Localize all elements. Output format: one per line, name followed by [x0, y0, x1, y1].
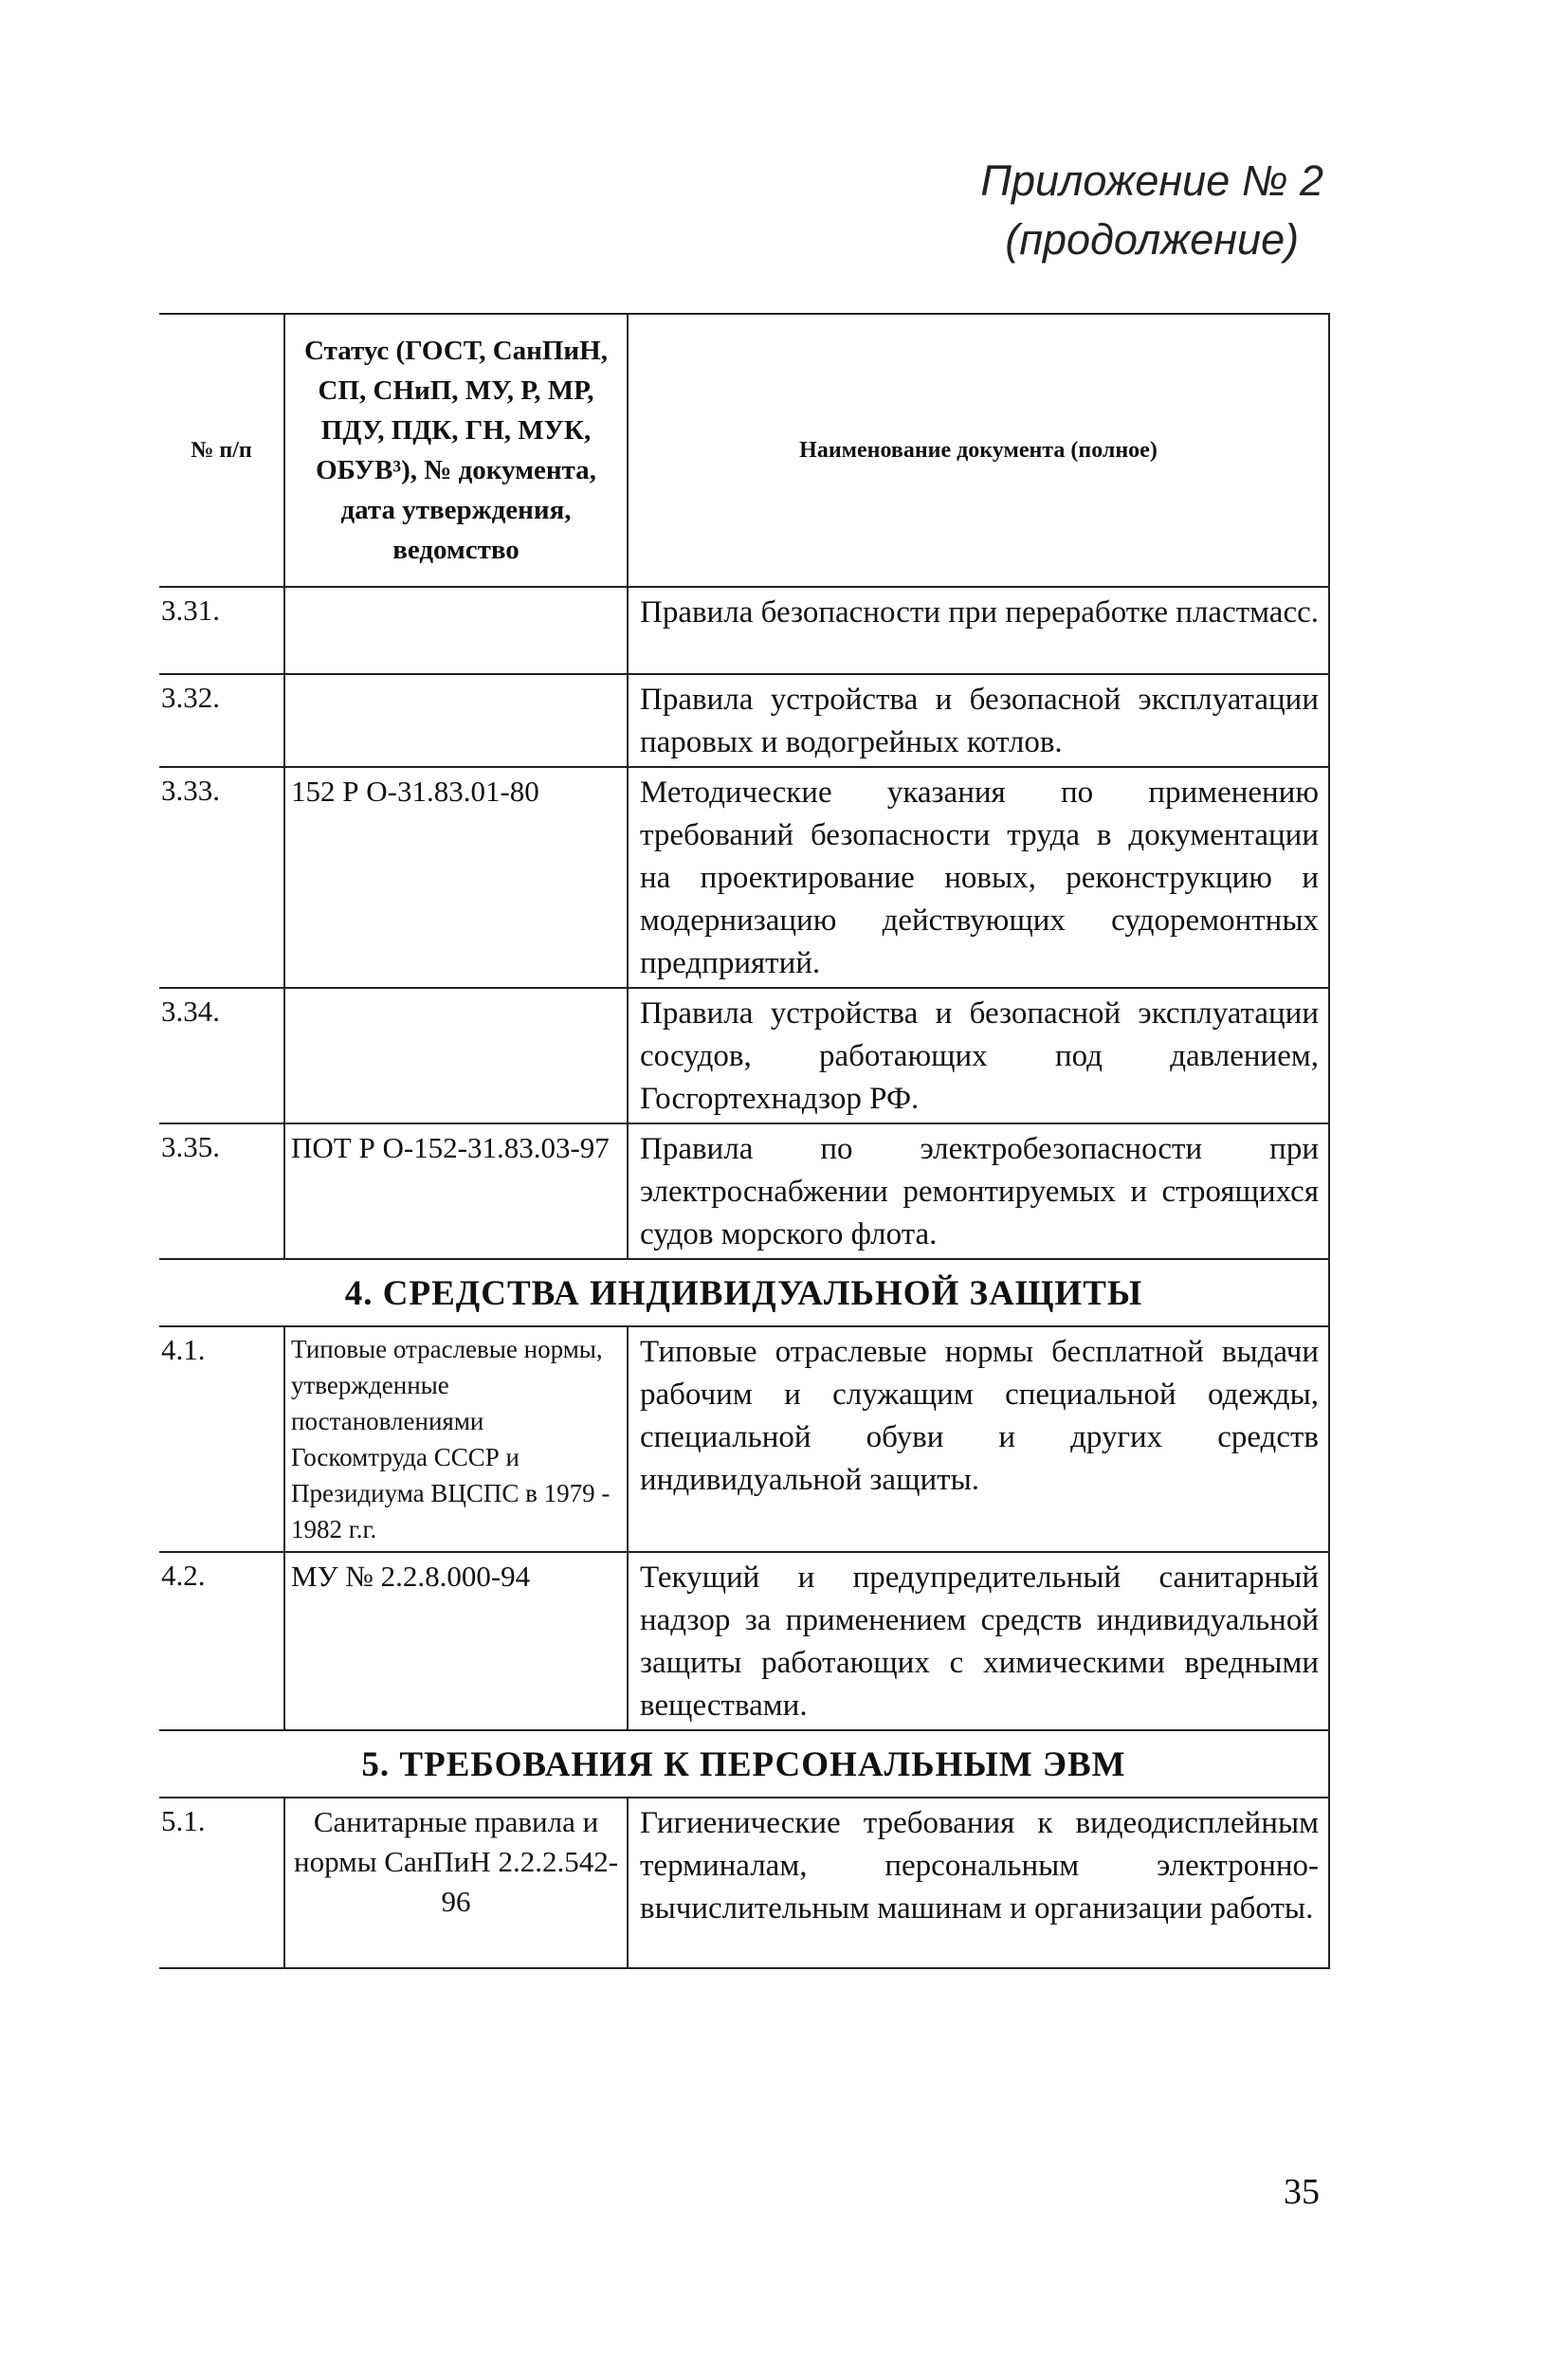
row-num: 3.34.	[159, 988, 284, 1123]
row-num: 3.35.	[159, 1123, 284, 1259]
row-num: 3.32.	[159, 674, 284, 767]
row-status: Типовые отраслевые нормы, утвержденные постановлениями Госкомтруда СССР и Президиума ВЦСПС в 1979 - 1982 г.г.	[284, 1326, 628, 1552]
table-row	[159, 674, 1329, 767]
header-status: Статус (ГОСТ, СанПиН, СП, СНиП, МУ, Р, МР, ПДУ, ПДК, ГН, МУК, ОБУВ³), № документа, дата утверждения, ведомство	[284, 314, 628, 587]
row-status: ПОТ Р О-152-31.83.03-97	[284, 1123, 628, 1259]
section-5-title: 5. ТРЕБОВАНИЯ К ПЕРСОНАЛЬНЫМ ЭВМ	[159, 1730, 1329, 1798]
page-number: 35	[1284, 2172, 1320, 2212]
row-name: Правила устройства и безопасной эксплуатации паровых и водогрейных котлов.	[628, 674, 1329, 767]
row-name: Гигиенические требования к видеодисплейным терминалам, персональным электронно-вычислительным машинам и организации работы.	[628, 1798, 1329, 1968]
documents-table	[159, 313, 1330, 1969]
table-row	[159, 1798, 1329, 1968]
row-name: Текущий и предупредительный санитарный надзор за применением средств индивидуальной защиты работающих с химическими вредными веществами.	[628, 1552, 1329, 1730]
appendix-header	[980, 152, 1323, 269]
row-num: 4.2.	[159, 1552, 284, 1730]
table-header-row	[159, 314, 1329, 587]
row-name: Типовые отраслевые нормы бесплатной выдачи рабочим и служащим специальной одежды, специальной обуви и других средств индивидуальной защиты.	[628, 1326, 1329, 1552]
row-name: Правила безопасности при переработке пластмасс.	[628, 587, 1329, 674]
row-num: 3.31.	[159, 587, 284, 674]
row-num: 3.33.	[159, 767, 284, 988]
row-status: 152 Р О-31.83.01-80	[284, 767, 628, 988]
row-name: Правила устройства и безопасной эксплуатации сосудов, работающих под давлением, Госгортехнадзор РФ.	[628, 988, 1329, 1123]
row-status	[284, 988, 628, 1123]
table-row	[159, 767, 1329, 988]
section-4-heading-row	[159, 1259, 1329, 1326]
appendix-title: Приложение № 2	[980, 156, 1323, 205]
row-name: Методические указания по применению требований безопасности труда в документации на проектирование новых, реконструкцию и модернизацию действующих судоремонтных предприятий.	[628, 767, 1329, 988]
table-row	[159, 988, 1329, 1123]
table-row	[159, 1552, 1329, 1730]
section-5-heading-row	[159, 1730, 1329, 1798]
row-name: Правила по электробезопасности при электроснабжении ремонтируемых и строящихся судов морского флота.	[628, 1123, 1329, 1259]
row-num: 5.1.	[159, 1798, 284, 1968]
header-num: № п/п	[159, 314, 284, 587]
table-row	[159, 1123, 1329, 1259]
row-status: МУ № 2.2.8.000-94	[284, 1552, 628, 1730]
appendix-subtitle: (продолжение)	[1005, 215, 1300, 264]
row-status: Санитарные правила и нормы СанПиН 2.2.2.542-96	[284, 1798, 628, 1968]
row-status	[284, 674, 628, 767]
row-status	[284, 587, 628, 674]
table-row	[159, 587, 1329, 674]
section-4-title: 4. СРЕДСТВА ИНДИВИДУАЛЬНОЙ ЗАЩИТЫ	[159, 1259, 1329, 1326]
row-num: 4.1.	[159, 1326, 284, 1552]
header-name: Наименование документа (полное)	[628, 314, 1329, 587]
table-row	[159, 1326, 1329, 1552]
